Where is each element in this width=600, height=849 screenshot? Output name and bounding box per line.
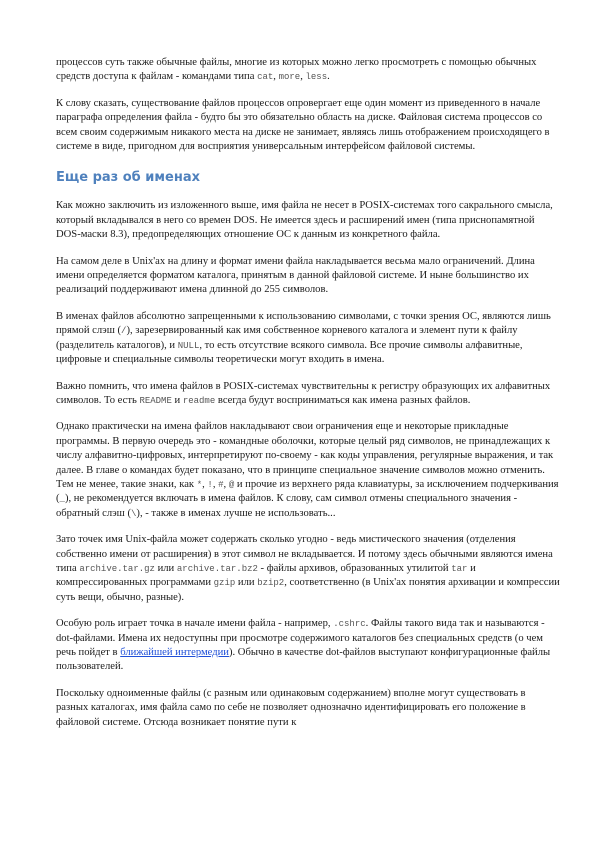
code-gzip: gzip [213,578,236,589]
code-tar: tar [451,563,468,574]
section-heading: Еще раз об именах [56,170,200,186]
code-hash: # [218,479,224,490]
code-null: NULL [177,340,200,351]
paragraph-1: процессов суть также обычные файлы, многие из которых можно легко просмотреть с помощью обычных средств доступа к файлам - командами типа cat, more, less. [56,57,537,83]
code-underscore: _ [59,494,65,505]
code-at: @ [228,479,235,490]
paragraph-2: К слову сказать, существование файлов процессов опровергает еще один момент из приведенного в начале параграфа определения файла - будто бы это обязательно область на диске. Файловая система процессов со всем своим содержимым никакого места на диске не занимает, являясь лишь отображением происходящего в системе в виде, пригодном для восприятия универсальным интерфейсом файловой системы. [56,97,550,153]
code-bzip2: bzip2 [257,578,285,589]
paragraph-9: Особую роль играет точка в начале имени файла - например, .cshrc. Файлы такого вида так и называются - dot-файлами. Имена их недоступны при просмотре содержимого каталогов без специальных средств (о чем речь пойдет в ближайшей интермедии). Обычно в качестве dot-файлов выступают конфигурационные файлы пользователей. [56,618,551,673]
paragraph-3: Как можно заключить из изложенного выше, имя файла не несет в POSIX-системах того сакрального смысла, который вкладывался в него со времен DOS. Не имеется здесь и расширений имен (типа приснопамятной DOS-маски 8.3), предопределяющих отношение ОС к данным из конкретного файла. [56,200,553,241]
code-asterisk: * [196,479,203,490]
code-archive-tar-bz2: archive.tar.bz2 [176,563,258,574]
code-cshrc: .cshrc [333,619,366,630]
code-less: less [305,72,328,83]
code-readme-lower: readme [182,395,216,406]
code-archive-tar-gz: archive.tar.gz [79,563,155,574]
code-readme-upper: README [139,395,172,406]
paragraph-7: Однако практически на имена файлов накладывают свои ограничения еще и некоторые прикладные программы. В первую очередь это - командные оболочки, которые целый ряд символов, не принадлежащих к числу алфавитно-цифровых, интерпретируют по-своему - как коды управления, регулярные выражения, и так далее. В главе о командах будет показано, что в принципе специальное значение символов можно отменить. Тем не менее, такие знаки, как *, !, #, @ и прочие из верхнего ряда клавиатуры, за исключением подчеркивания (_), не рекомендуется включать в имена файлов. К слову, сам символ отмены специального значения - обратный слэш (\), - также в именах лучше не использовать... [56,421,559,519]
paragraph-4: На самом деле в Unix'ах на длину и формат имени файла накладывается весьма мало ограничений. Длина имени определяется форматом каталога, принятым в данной файловой системе. И ныне большинство их реализаций поддерживают имена длинной до 255 символов. [56,255,535,296]
code-exclamation: ! [207,479,213,490]
code-more: more [278,72,301,83]
code-cat: cat [257,72,274,83]
paragraph-8: Зато точек имя Unix-файла может содержать сколько угодно - ведь мистического значения (отделения собственно имени от расширения) в этот символ не вкладывается. И потому здесь обычными являются имена типа archive.tar.gz или archive.tar.bz2 - файлы архивов, образованных утилитой tar и компрессированных программами gzip или bzip2, соответственно (в Unix'ах понятия архивации и компрессии суть вещи, обычно, разные). [56,534,560,603]
code-backslash: \ [131,508,137,519]
code-slash: / [121,326,127,337]
paragraph-5: В именах файлов абсолютно запрещенными к использованию символами, с точки зрения ОС, являются лишь прямой слэш (/), зарезервированный как имя собственное корневого каталога и элемент пути к файлу (разделитель каталогов), и NULL, то есть отсутствие всякого символа. Все прочие символы алфавитные, цифровые и специальные символы теоретически могут входить в имена. [56,310,551,366]
interlude-link[interactable]: ближайшей интермедии [120,647,229,658]
paragraph-6: Важно помнить, что имена файлов в POSIX-системах чувствительны к регистру образующих их алфавитных символов. То есть README и readme всегда будут восприниматься как имена разных файлов. [56,380,551,406]
paragraph-10: Поскольку одноименные файлы (с разным или одинаковым содержанием) вполне могут существовать в разных каталогах, имя файла само по себе не позволяет однозначно идентифицировать его положение в файловой системе. Отсюда возникает понятие пути к [56,687,526,728]
